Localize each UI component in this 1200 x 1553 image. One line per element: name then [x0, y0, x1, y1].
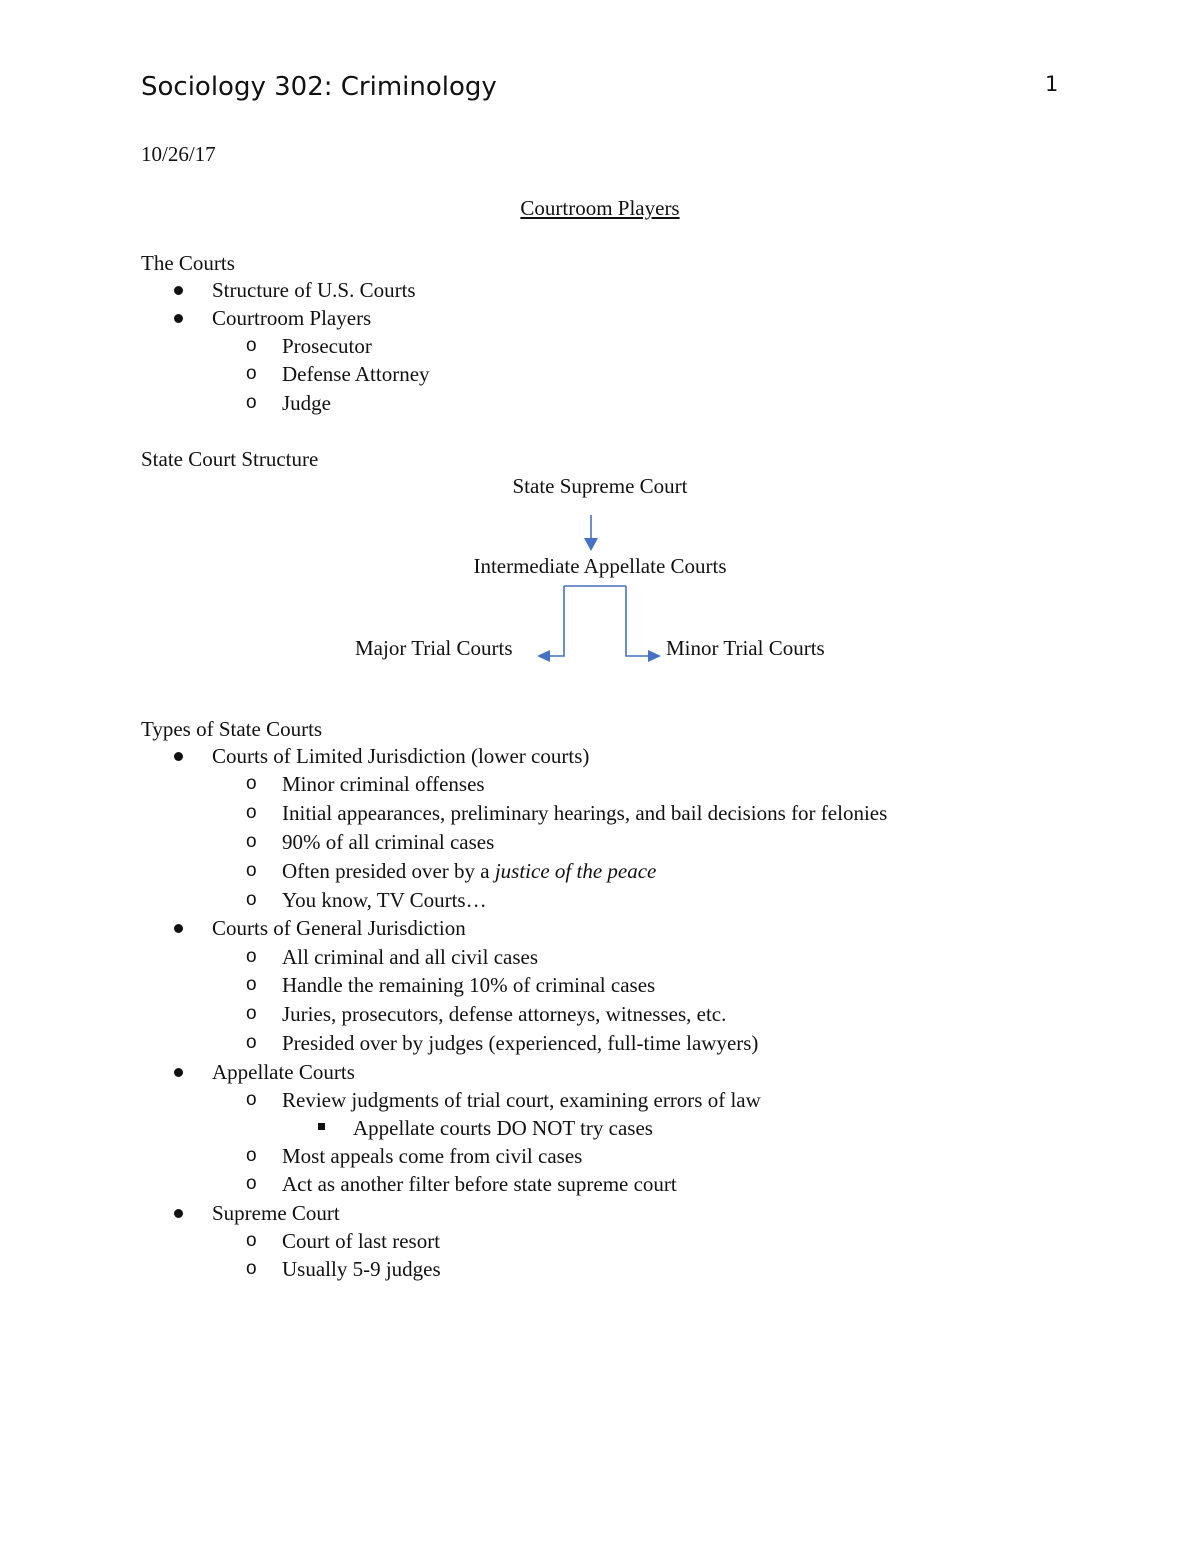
arrowhead-down-icon — [584, 538, 598, 551]
list-subitem: Prosecutor — [282, 334, 372, 358]
circle-bullet-icon: o — [246, 1145, 257, 1166]
list-subitem: Review judgments of trial court, examining errors of law — [282, 1088, 761, 1112]
list-subitem: 90% of all criminal cases — [282, 830, 495, 854]
node-minor-trial-courts: Minor Trial Courts — [666, 636, 825, 660]
list-item: Supreme Court — [212, 1201, 340, 1225]
list-subsubitem: Appellate courts DO NOT try cases — [353, 1116, 653, 1140]
document-title: Courtroom Players — [520, 196, 680, 220]
italic-term: justice of the peace — [494, 859, 657, 883]
bullet-icon — [174, 924, 183, 933]
circle-bullet-icon: o — [246, 1173, 257, 1194]
list-subitem: You know, TV Courts… — [282, 888, 487, 912]
circle-bullet-icon: o — [246, 1003, 257, 1024]
list-subitem — [282, 858, 656, 884]
list-item: Appellate Courts — [212, 1060, 355, 1084]
bullet-icon — [174, 1068, 183, 1077]
circle-bullet-icon: o — [246, 392, 257, 413]
circle-bullet-icon: o — [246, 335, 257, 356]
node-major-trial-courts: Major Trial Courts — [355, 636, 513, 660]
document-date: 10/26/17 — [141, 142, 216, 166]
arrow-to-minor — [626, 586, 650, 656]
list-subitem: Court of last resort — [282, 1229, 441, 1253]
arrowhead-left-icon — [537, 650, 550, 662]
page-number: 1 — [1045, 72, 1059, 96]
circle-bullet-icon: o — [246, 1089, 257, 1110]
bullet-icon — [174, 286, 183, 295]
bullet-icon — [174, 314, 183, 323]
circle-bullet-icon: o — [246, 974, 257, 995]
list-subitem: Handle the remaining 10% of criminal cases — [282, 973, 656, 997]
list-subitem: Usually 5-9 judges — [282, 1257, 441, 1281]
section-heading-types: Types of State Courts — [141, 717, 323, 741]
list-item: Courts of General Jurisdiction — [212, 916, 466, 940]
list-item: Courtroom Players — [212, 306, 372, 330]
list-subitem: Presided over by judges (experienced, full-time lawyers) — [282, 1031, 759, 1055]
list-subitem: Judge — [282, 391, 331, 415]
list-subitem: Act as another filter before state supreme court — [282, 1172, 677, 1196]
square-bullet-icon — [318, 1123, 325, 1130]
circle-bullet-icon: o — [246, 860, 257, 881]
circle-bullet-icon: o — [246, 1032, 257, 1053]
circle-bullet-icon: o — [246, 1258, 257, 1279]
list-subitem: Initial appearances, preliminary hearings, and bail decisions for felonies — [282, 801, 888, 825]
arrowhead-right-icon — [648, 650, 661, 662]
list-item: Courts of Limited Jurisdiction (lower courts) — [212, 744, 590, 768]
bullet-icon — [174, 1209, 183, 1218]
circle-bullet-icon: o — [246, 802, 257, 823]
bullet-icon — [174, 752, 183, 761]
circle-bullet-icon: o — [246, 773, 257, 794]
header-course-title: Sociology 302: Criminology — [141, 72, 497, 102]
section-heading-courts: The Courts — [141, 251, 235, 275]
list-subitem: Juries, prosecutors, defense attorneys, witnesses, etc. — [282, 1002, 727, 1026]
list-subitem: All criminal and all civil cases — [282, 945, 538, 969]
circle-bullet-icon: o — [246, 946, 257, 967]
list-subitem: Defense Attorney — [282, 362, 430, 386]
circle-bullet-icon: o — [246, 831, 257, 852]
list-subitem-text: Often presided over by a — [282, 859, 490, 883]
node-intermediate-appellate-courts: Intermediate Appellate Courts — [473, 554, 727, 578]
node-state-supreme-court: State Supreme Court — [512, 474, 688, 498]
circle-bullet-icon: o — [246, 1230, 257, 1251]
list-item: Structure of U.S. Courts — [212, 278, 416, 302]
circle-bullet-icon: o — [246, 363, 257, 384]
list-subitem: Minor criminal offenses — [282, 772, 485, 796]
list-subitem: Most appeals come from civil cases — [282, 1144, 583, 1168]
circle-bullet-icon: o — [246, 889, 257, 910]
arrow-to-major — [548, 586, 564, 656]
section-heading-structure: State Court Structure — [141, 447, 319, 471]
